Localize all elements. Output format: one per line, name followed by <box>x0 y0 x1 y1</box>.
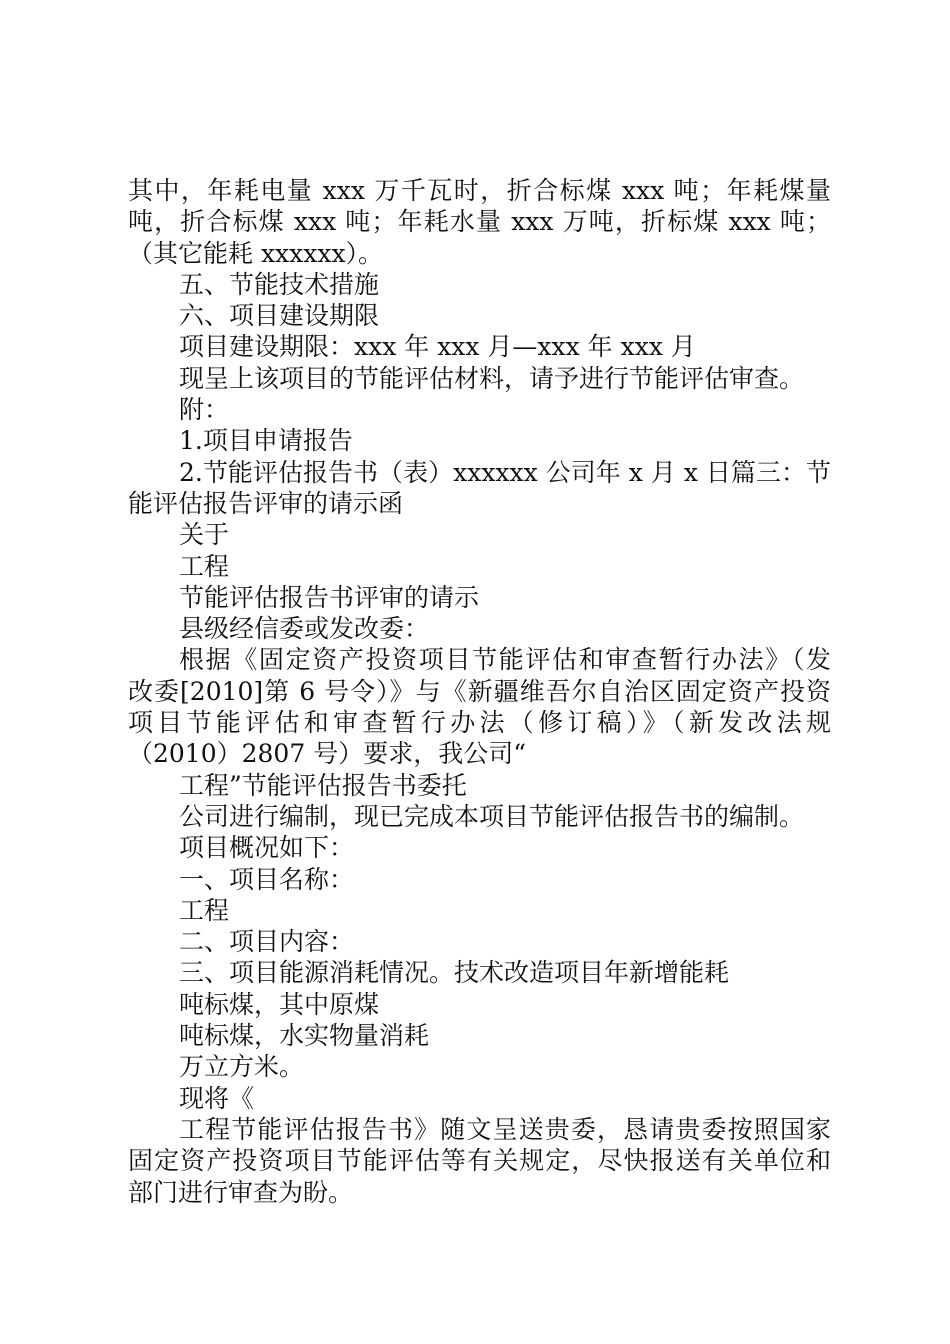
document-line: 县级经信委或发改委： <box>179 614 430 644</box>
document-line: 万立方米。 <box>179 1052 305 1082</box>
document-line: 现将《 <box>179 1083 255 1113</box>
document-line: 关于 <box>179 520 230 550</box>
document-line: 项目节能评估和审查暂行办法（修订稿）》（新发改法规 <box>128 708 831 738</box>
document-line: 六、项目建设期限 <box>179 301 380 331</box>
document-line: 五、节能技术措施 <box>179 269 380 299</box>
document-line: 能评估报告评审的请示函 <box>128 488 404 518</box>
document-line: 其中，年耗电量 xxx 万千瓦时，折合标煤 xxx 吨；年耗煤量 <box>128 176 831 205</box>
document-line: 部门进行审查为盼。 <box>128 1177 354 1207</box>
document-line: 固定资产投资项目节能评估等有关规定，尽快报送有关单位和 <box>128 1146 831 1176</box>
document-line: 项目建设期限：xxx 年 xxx 月—xxx 年 xxx 月 <box>179 332 696 362</box>
document-line: 附： <box>179 395 230 425</box>
document-line: （2010）2807 号）要求，我公司“ <box>128 739 526 769</box>
document-line: 2.节能评估报告书（表）xxxxxx 公司年 x 月 x 日篇三：节 <box>179 457 831 487</box>
document-line: 公司进行编制，现已完成本项目节能评估报告书的编制。 <box>179 801 805 831</box>
document-line: 现呈上该项目的节能评估材料，请予进行节能评估审查。 <box>179 363 805 393</box>
document-line: （其它能耗 xxxxxx）。 <box>128 238 384 268</box>
document-line: 改委[2010]第 6 号令）》与《新疆维吾尔自治区固定资产投资 <box>128 676 831 706</box>
document-line: 工程 <box>179 551 230 581</box>
document-line: 节能评估报告书评审的请示 <box>179 582 480 612</box>
document-line: 工程”节能评估报告书委托 <box>179 770 467 800</box>
document-line: 工程 <box>179 895 230 925</box>
document-line: 一、项目名称： <box>179 864 355 894</box>
document-body <box>128 175 831 1208</box>
document-line: 工程节能评估报告书》随文呈送贵委，恳请贵委按照国家 <box>179 1114 831 1144</box>
document-line: 项目概况如下： <box>179 833 355 863</box>
document-line: 二、项目内容： <box>179 927 355 957</box>
document-line: 三、项目能源消耗情况。技术改造项目年新增能耗 <box>179 958 730 988</box>
document-line: 吨，折合标煤 xxx 吨；年耗水量 xxx 万吨，折标煤 xxx 吨； <box>128 207 831 237</box>
document-line: 吨标煤，其中原煤 <box>179 989 380 1019</box>
document-line: 根据《固定资产投资项目节能评估和审查暂行办法》（发 <box>179 645 831 675</box>
document-line: 吨标煤，水实物量消耗 <box>179 1021 430 1051</box>
document-line: 1.项目申请报告 <box>179 426 353 456</box>
